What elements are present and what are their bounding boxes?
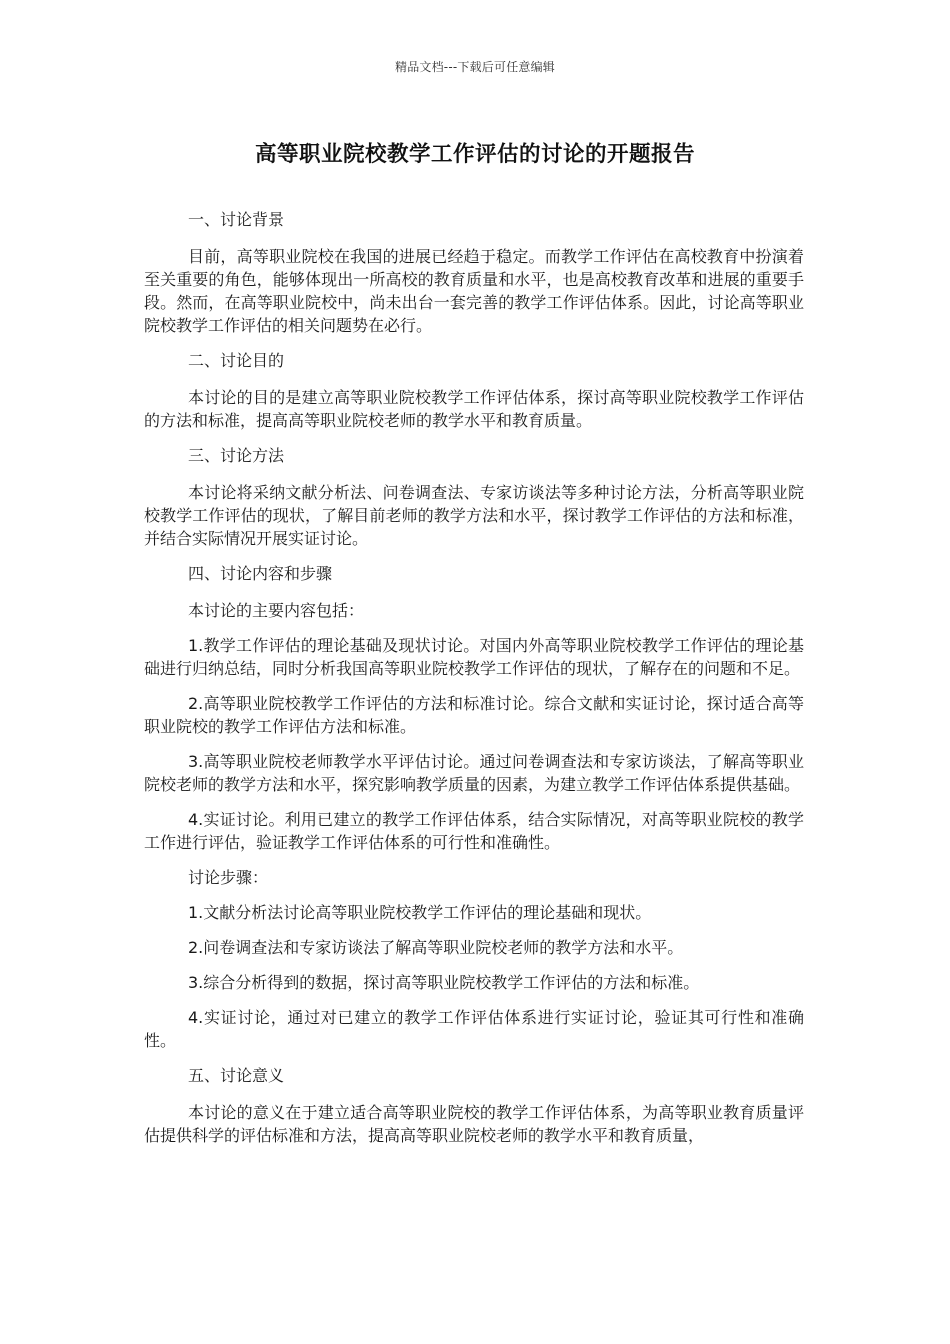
list-item: 4.实证讨论，通过对已建立的教学工作评估体系进行实证讨论，验证其可行性和准确性。	[144, 1008, 804, 1050]
section-heading-content-steps: 四、讨论内容和步骤	[188, 564, 333, 583]
list-item: 3.高等职业院校老师教学水平评估讨论。通过问卷调查法和专家访谈法，了解高等职业院校老师的教学方法和水平，探究影响教学质量的因素，为建立教学工作评估体系提供基础。	[144, 752, 804, 794]
section-heading-significance: 五、讨论意义	[188, 1066, 285, 1085]
paragraph: 本讨论的意义在于建立适合高等职业院校的教学工作评估体系，为高等职业教育质量评估提供科学的评估标准和方法，提高高等职业院校老师的教学水平和教育质量，	[144, 1103, 804, 1145]
paragraph: 目前，高等职业院校在我国的进展已经趋于稳定。而教学工作评估在高校教育中扮演着至关重要的角色，能够体现出一所高校的教育质量和水平，也是高校教育改革和进展的重要手段。然而，在高等职业院校中，尚未出台一套完善的教学工作评估体系。因此，讨论高等职业院校教学工作评估的相关问题势在必行。	[144, 247, 804, 335]
list-item: 1.文献分析法讨论高等职业院校教学工作评估的理论基础和现状。	[188, 903, 652, 922]
document-body	[144, 208, 804, 1159]
section-heading-methods: 三、讨论方法	[188, 446, 285, 465]
list-item: 2.高等职业院校教学工作评估的方法和标准讨论。综合文献和实证讨论，探讨适合高等职业院校的教学工作评估方法和标准。	[144, 694, 804, 736]
list-item: 3.综合分析得到的数据，探讨高等职业院校教学工作评估的方法和标准。	[188, 973, 700, 992]
paragraph: 本讨论将采纳文献分析法、问卷调查法、专家访谈法等多种讨论方法，分析高等职业院校教学工作评估的现状，了解目前老师的教学方法和水平，探讨教学工作评估的方法和标准，并结合实际情况开展实证讨论。	[144, 483, 804, 548]
document-title: 高等职业院校教学工作评估的讨论的开题报告	[254, 142, 695, 167]
list-item: 4.实证讨论。利用已建立的教学工作评估体系，结合实际情况，对高等职业院校的教学工作进行评估，验证教学工作评估体系的可行性和准确性。	[144, 810, 804, 852]
section-heading-purpose: 二、讨论目的	[188, 351, 285, 370]
list-item: 2.问卷调查法和专家访谈法了解高等职业院校老师的教学方法和水平。	[188, 938, 684, 957]
paragraph: 本讨论的目的是建立高等职业院校教学工作评估体系，探讨高等职业院校教学工作评估的方法和标准，提高高等职业院校老师的教学水平和教育质量。	[144, 388, 804, 430]
paragraph: 讨论步骤：	[188, 868, 269, 887]
section-heading-background: 一、讨论背景	[188, 210, 285, 229]
header-note: 精品文档---下载后可任意编辑	[395, 60, 555, 74]
paragraph: 本讨论的主要内容包括：	[188, 601, 365, 620]
list-item: 1.教学工作评估的理论基础及现状讨论。对国内外高等职业院校教学工作评估的理论基础进行归纳总结，同时分析我国高等职业院校教学工作评估的现状，了解存在的问题和不足。	[144, 636, 804, 678]
